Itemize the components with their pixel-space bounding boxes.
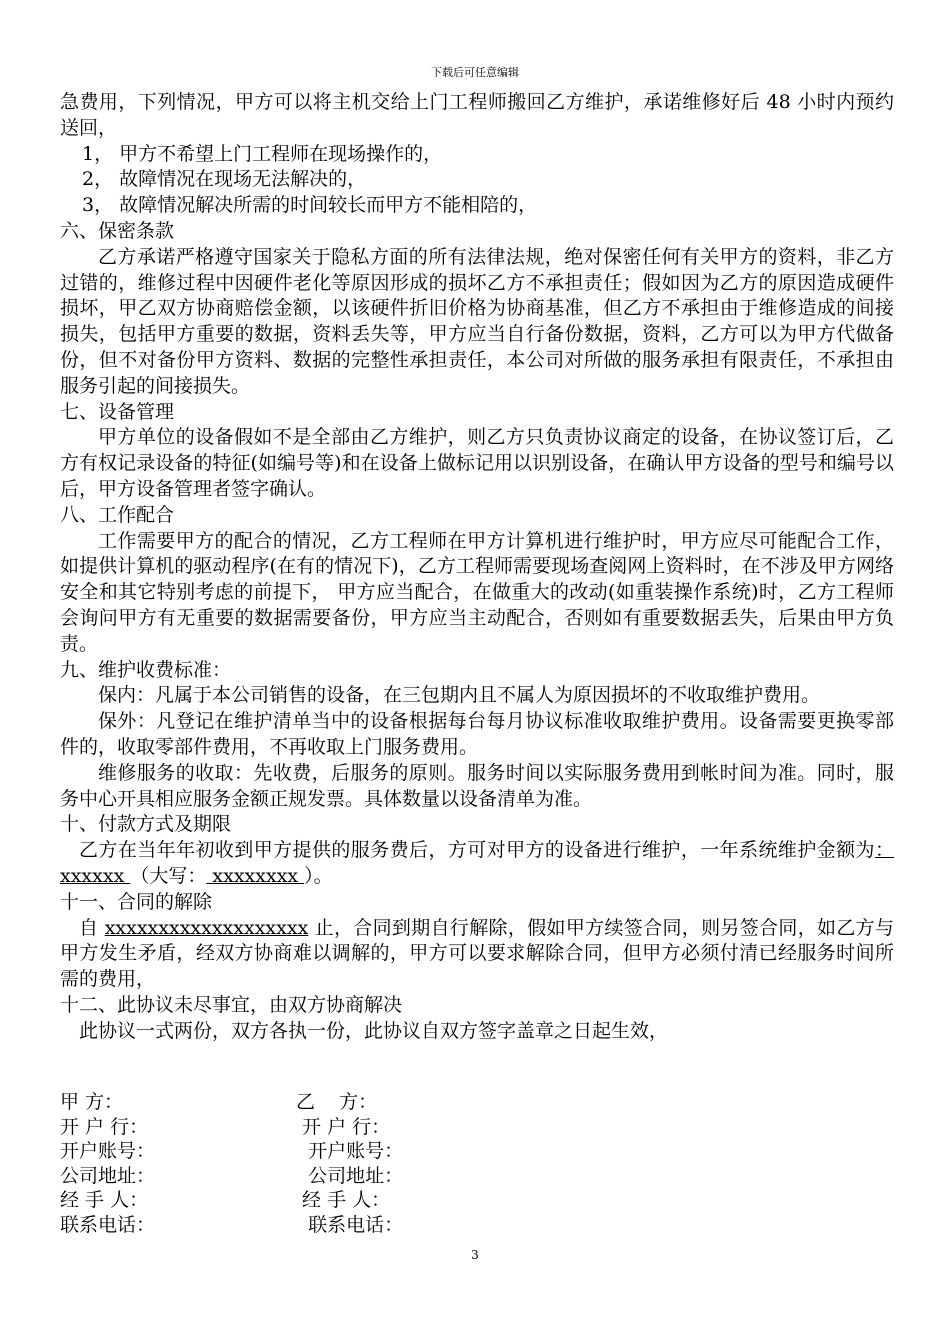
bank-label-b: 开 户 行： bbox=[296, 1115, 391, 1138]
list-item: 2， 故障情况在现场无法解决的， bbox=[82, 168, 367, 191]
paragraph: 甲方单位的设备假如不是全部由乙方维护，则乙方只负责协议商定的设备，在协议签订后，乙方有权记录设备的特征(如编号等)和在设备上做标记用以识别设备，在确认甲方设备的型号和编号以后，甲方设备管理者签字确认。 bbox=[60, 426, 894, 500]
paragraph: 工作需要甲方的配合的情况，乙方工程师在甲方计算机进行维护时，甲方应尽可能配合工作，如提供计算机的驱动程序(在有的情况下)，乙方工程师需要现场查阅网上资料时，在不涉及甲方网络安全和其它特别考虑的前提下， 甲方应当配合，在做重大的改动(如重装操作系统)时，乙方工程师会询问甲方有无重要的数据需要备份，甲方应当主动配合，否则如有重要数据丢失，后果由甲方负责。 bbox=[60, 529, 894, 655]
signature-row bbox=[60, 1213, 894, 1238]
amount-uppercase-field: xxxxxxxx bbox=[206, 864, 305, 887]
section-heading-9: 九、维护收费标准： bbox=[60, 658, 232, 681]
section-heading-8: 八、工作配合 bbox=[60, 503, 175, 526]
address-label-a: 公司地址： bbox=[60, 1164, 156, 1187]
amount-field: ：xxxxxx bbox=[60, 839, 894, 887]
paragraph-text: 止，合同到期自行解除，假如甲方续签合同，则另签合同，如乙方与甲方发生矛盾，经双方协商难以调解的，甲方可以要求解除合同，但甲方必须付清已经服务时间所需的费用， bbox=[60, 916, 894, 991]
paragraph-text: 自 bbox=[79, 916, 105, 939]
paragraph: 此协议一式两份，双方各执一份，此协议自双方签字盖章之日起生效， bbox=[79, 1019, 669, 1042]
page-header: 下载后可任意编辑 bbox=[431, 66, 519, 79]
signature-block bbox=[60, 1090, 894, 1237]
list-item: 3， 故障情况解决所需的时间较长而甲方不能相陪的， bbox=[82, 194, 538, 217]
page-number: 3 bbox=[471, 1248, 479, 1262]
paragraph: 保内：凡属于本公司销售的设备，在三包期内且不属人为原因损坏的不收取维护费用。 bbox=[98, 684, 821, 707]
section-heading-11: 十一、合同的解除 bbox=[60, 890, 213, 913]
paragraph: 保外：凡登记在维护清单当中的设备根据每台每月协议标准收取维护费用。设备需要更换零部件的，收取零部件费用，不再收取上门服务费用。 bbox=[60, 710, 894, 758]
party-a-label: 甲 方： bbox=[60, 1091, 124, 1113]
signature-row bbox=[60, 1090, 894, 1115]
date-field: xxxxxxxxxxxxxxxxxxx bbox=[104, 916, 309, 939]
signature-row bbox=[60, 1139, 894, 1164]
paragraph: 维修服务的收取：先收费，后服务的原则。服务时间以实际服务费用到帐时间为准。同时，服务中心开具相应服务金额正规发票。具体数量以设备清单为准。 bbox=[60, 761, 894, 810]
section-heading-6: 六、保密条款 bbox=[60, 219, 175, 242]
document-body bbox=[60, 90, 894, 1044]
list-item: 1， 甲方不希望上门工程师在现场操作的， bbox=[82, 142, 443, 165]
section-heading-7: 七、设备管理 bbox=[60, 400, 175, 423]
signature-row bbox=[60, 1188, 894, 1213]
paragraph-text: 乙方在当年年初收到甲方提供的服务费后，方可对甲方的设备进行维护，一年系统维护金额为 bbox=[79, 839, 875, 862]
paragraph-text: ）。 bbox=[304, 864, 333, 887]
handler-label-b: 经 手 人： bbox=[296, 1189, 391, 1211]
termination-paragraph bbox=[60, 916, 894, 993]
party-b-label: 乙 方： bbox=[296, 1091, 378, 1113]
phone-label-b: 联系电话： bbox=[296, 1213, 404, 1236]
bank-label-a: 开 户 行： bbox=[60, 1115, 149, 1138]
signature-row bbox=[60, 1164, 894, 1189]
account-label-b: 开户账号： bbox=[296, 1140, 404, 1162]
payment-paragraph bbox=[60, 838, 894, 890]
paragraph: 急费用，下列情况，甲方可以将主机交给上门工程师搬回乙方维护，承诺维修好后 48 小时内预约送回， bbox=[60, 91, 894, 139]
section-heading-12: 十二、此协议未尽事宜，由双方协商解决 bbox=[60, 993, 403, 1016]
phone-label-a: 联系电话： bbox=[60, 1213, 156, 1236]
signature-row bbox=[60, 1115, 894, 1140]
address-label-b: 公司地址： bbox=[296, 1164, 404, 1187]
paragraph: 乙方承诺严格遵守国家关于隐私方面的所有法律法规，绝对保密任何有关甲方的资料，非乙方过错的，维修过程中因硬件老化等原因形成的损坏乙方不承担责任；假如因为乙方的原因造成硬件损坏，甲乙双方协商赔偿金额，以该硬件折旧价格为协商基准，但乙方不承担由于维修造成的间接损失，包括甲方重要的数据，资料丢失等，甲方应当自行备份数据，资料，乙方可以为甲方代做备份，但不对备份甲方资料、数据的完整性承担责任，本公司对所做的服务承担有限责任，不承担由服务引起的间接损失。 bbox=[60, 245, 894, 397]
paragraph-text: （大写： bbox=[130, 864, 207, 887]
handler-label-a: 经 手 人： bbox=[60, 1189, 149, 1211]
account-label-a: 开户账号： bbox=[60, 1140, 156, 1162]
section-heading-10: 十、付款方式及期限 bbox=[60, 813, 232, 836]
